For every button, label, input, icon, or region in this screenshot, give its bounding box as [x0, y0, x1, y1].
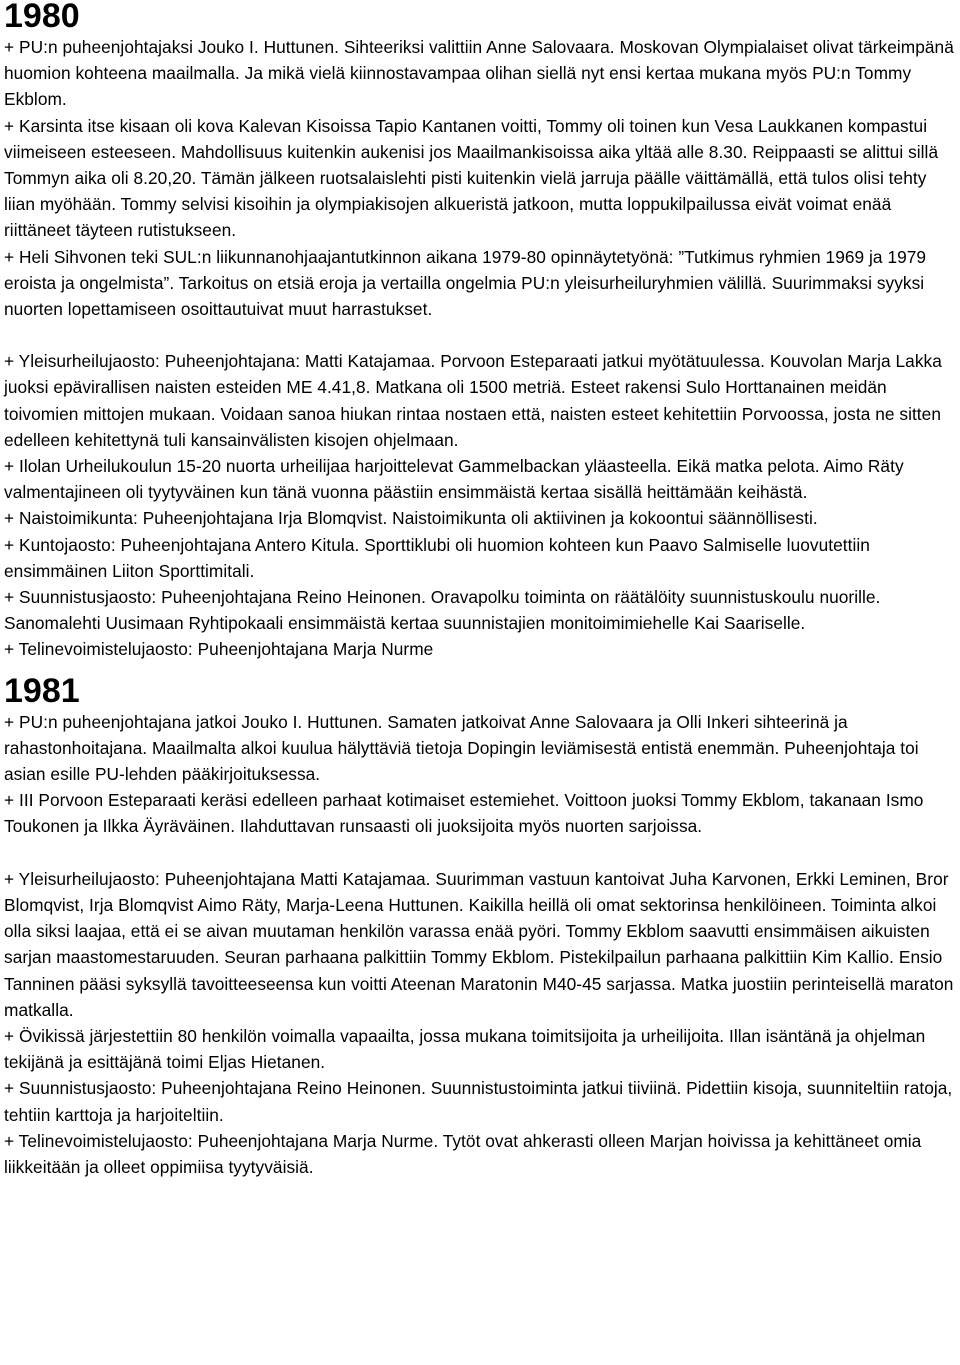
paragraph-1980-5: + Ilolan Urheilukoulun 15-20 nuorta urheilijaa harjoittelevat Gammelbackan yläasteella. Eikä matka pelota. Aimo Räty valmentajineen oli tyytyväinen kun tänä vuonna päästiin ensimmäistä kertaa sisällä heittämään keihästä.: [4, 456, 904, 503]
paragraph-1980-8: + Suunnistusjaosto: Puheenjohtajana Reino Heinonen. Oravapolku toiminta on räätälöity suunnistuskoulu nuorille. Sanomalehti Uusimaan Ryhtipokaali ensimmäistä kertaa suunnistajien monitoimimiehelle Kai Saariselle.: [4, 587, 881, 634]
paragraph-1981-1: + PU:n puheenjohtajana jatkoi Jouko I. Huttunen. Samaten jatkoivat Anne Salovaara ja Olli Inkeri sihteerinä ja rahastonhoitajana. Maailmalta alkoi kuulua hälyttäviä tietoja Dopingin leviämisestä entistä enemmän. Puheenjohtaja toi asian esille PU-lehden pääkirjoituksessa.: [4, 711, 919, 785]
paragraph-1981-6: + Telinevoimistelujaosto: Puheenjohtajana Marja Nurme. Tytöt ovat ahkerasti olleen Marjan hoivissa ja kehittäneet omia liikkeitään ja olleet oppimiisa tyytyväisiä.: [4, 1130, 922, 1177]
paragraph-1981-4: + Övikissä järjestettiin 80 henkilön voimalla vapaailta, jossa mukana toimitsijoita ja urheilijoita. Illan isäntänä ja ohjelman tekijänä ja esittäjänä toimi Eljas Hietanen.: [4, 1025, 926, 1073]
paragraph-1980-4: + Yleisurheilujaosto: Puheenjohtajana: Matti Katajamaa. Porvoon Esteparaati jatkui myötätuulessa. Kouvolan Marja Lakka juoksi epävirallisen naisten esteiden ME 4.41,8. Matkana oli 1500 metriä. Esteet rakensi Sulo Horttanainen meidän toivomien mittojen mukaan. Voidaan sanoa hiukan rintaa nostaen että, naisten esteet kehitettiin Porvoossa, josta ne sitten edelleen kehitettynä tuli kansainvälisten kisojen ohjelmaan.: [4, 351, 942, 450]
paragraph-1981-5: + Suunnistusjaosto: Puheenjohtajana Reino Heinonen. Suunnistustoiminta jatkui tiiviinä. Pidettiin kisoja, suunniteltiin ratoja, tehtiin karttoja ja harjoiteltiin.: [4, 1078, 953, 1125]
paragraph-1980-1: + PU:n puheenjohtajaksi Jouko I. Huttunen. Sihteeriksi valittiin Anne Salovaara. Moskovan Olympialaiset olivat tärkeimpänä huomion kohteena maailmalla. Ja mikä vielä kiinnostavampaa olihan siellä nyt ensi kertaa mukana myös PU:n Tommy Ekblom.: [4, 37, 954, 110]
paragraph-1981-2: + III Porvoon Esteparaati keräsi edelleen parhaat kotimaiset estemiehet. Voittoon juoksi Tommy Ekblom, takanaan Ismo Toukonen ja Ilkka Äyräväinen. Ilahduttavan runsaasti oli juoksijoita myös nuorten sarjoissa.: [4, 790, 924, 837]
paragraph-1980-7: + Kuntojaosto: Puheenjohtajana Antero Kitula. Sporttiklubi oli huomion kohteen kun Paavo Salmiselle luovutettiin ensimmäinen Liiton Sporttimitali.: [4, 534, 870, 581]
year-heading-1981: 1981: [4, 671, 80, 710]
spacer: [4, 322, 958, 348]
paragraph-1980-2: + Karsinta itse kisaan oli kova Kalevan Kisoissa Tapio Kantanen voitti, Tommy oli toinen kun Vesa Laukkanen kompastui viimeiseen esteeseen. Mahdollisuus kuitenkin aukenisi jos Maailmankisoissa aika yltää alle 8.30. Reippaasti se alittui sillä Tommyn aika oli 8.20,20. Tämän jälkeen ruotsalaislehti pisti kuitenkin vielä jarruja päälle väittämällä, että tulos olisi tehty liian myöhään. Tommy selvisi kisoihin ja olympiakisojen alkueristä jatkoon, mutta loppukilpailussa eivät voimat enää riittäneet täyteen rutistukseen.: [4, 115, 939, 241]
document-page: [4, 0, 958, 1180]
paragraph-1980-9: + Telinevoimistelujaosto: Puheenjohtajana Marja Nurme: [4, 639, 434, 660]
year-heading-1980: 1980: [4, 0, 80, 35]
paragraph-1981-3: + Yleisurheilujaosto: Puheenjohtajana Matti Katajamaa. Suurimman vastuun kantoivat Juha Karvonen, Erkki Leminen, Bror Blomqvist, Irja Blomqvist Aimo Räty, Marja-Leena Huttunen. Kaikilla heillä oli omat sektorinsa henkilöineen. Toiminta alkoi olla siksi laajaa, että ei se aivan muutaman henkilön varassa enää pyöri. Tommy Ekblom saavutti ensimmäisen aikuisten sarjan maastomestaruuden. Seuran parhaana palkittiin Tommy Ekblom. Pistekilpailun parhaana palkittiin Kim Kallio. Ensio Tanninen pääsi syksyllä tavoitteeseensa kun voitti Ateenan Maratonin M40-45 sarjassa. Matka juostiin perinteisellä maraton matkalla.: [4, 868, 954, 1020]
spacer: [4, 840, 958, 866]
paragraph-1980-6: + Naistoimikunta: Puheenjohtajana Irja Blomqvist. Naistoimikunta oli aktiivinen ja kokoontui säännöllisesti.: [4, 508, 818, 529]
paragraph-1980-3: + Heli Sihvonen teki SUL:n liikunnanohjaajantutkinnon aikana 1979-80 opinnäytetyönä: ”Tutkimus ryhmien 1969 ja 1979 eroista ja ongelmista”. Tarkoitus on etsiä eroja ja vertailla ongelmia PU:n yleisurheiluryhmien välillä. Suurimmaksi syyksi nuorten lopettamiseen osoittautuivat muut harrastukset.: [4, 246, 927, 320]
